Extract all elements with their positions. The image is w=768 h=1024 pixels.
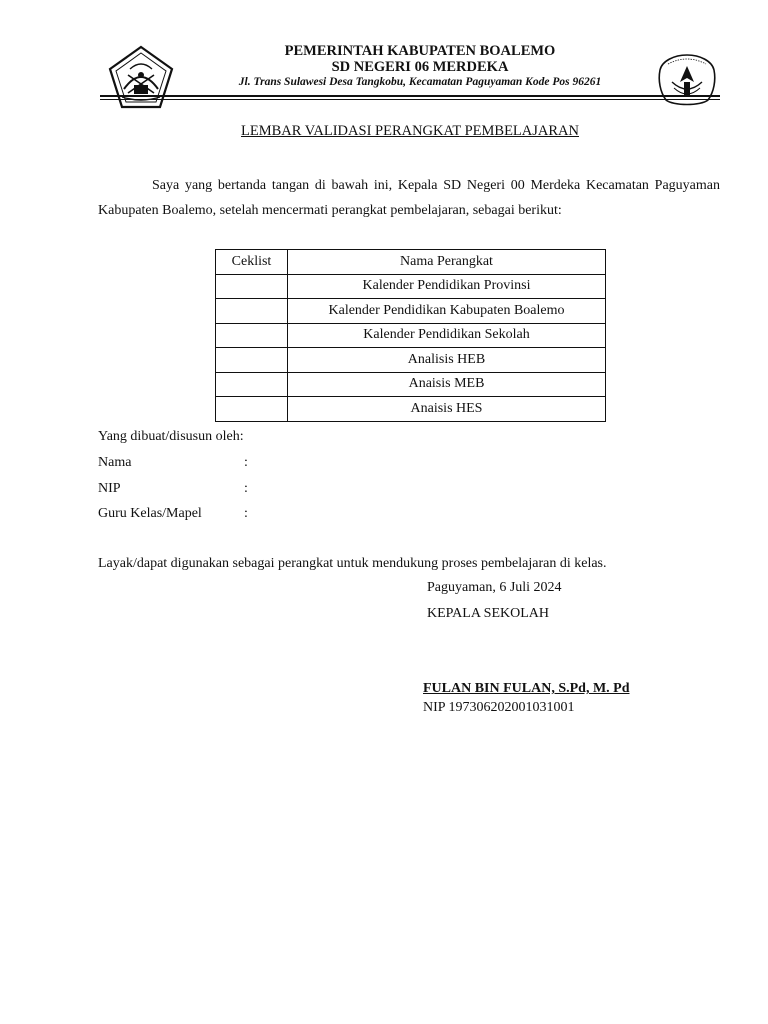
signature-position: KEPALA SEKOLAH: [427, 606, 549, 621]
device-name-cell: Analisis HEB: [288, 348, 606, 373]
header-device-name: Nama Perangkat: [288, 250, 606, 275]
checklist-cell[interactable]: [216, 372, 288, 397]
field-label-guru-kelas: Guru Kelas/Mapel: [98, 506, 202, 521]
signatory-nip: NIP 197306202001031001: [423, 700, 575, 715]
checklist-cell[interactable]: [216, 274, 288, 299]
device-name-cell: Anaisis MEB: [288, 372, 606, 397]
signature-place-date: Paguyaman, 6 Juli 2024: [427, 580, 562, 595]
checklist-cell[interactable]: [216, 348, 288, 373]
letterhead-divider-thin: [100, 99, 720, 100]
learning-device-table: [215, 249, 606, 422]
signatory-name: FULAN BIN FULAN, S.Pd, M. Pd: [423, 681, 630, 696]
device-name-cell: Kalender Pendidikan Kabupaten Boalemo: [288, 299, 606, 324]
table-row: [216, 397, 606, 422]
table-row: [216, 372, 606, 397]
table-row: [216, 348, 606, 373]
table-header-row: [216, 250, 606, 275]
table-row: [216, 274, 606, 299]
letterhead-school-name: SD NEGERI 06 MERDEKA: [331, 59, 509, 75]
field-colon-nip: :: [244, 481, 248, 496]
checklist-cell[interactable]: [216, 323, 288, 348]
letterhead-address: Jl. Trans Sulawesi Desa Tangkobu, Kecamatan Paguyaman Kode Pos 96261: [238, 76, 602, 88]
table-row: [216, 323, 606, 348]
field-colon-nama: :: [244, 455, 248, 470]
header-checklist: Ceklist: [216, 250, 288, 275]
field-colon-guru-kelas: :: [244, 506, 248, 521]
boalemo-regency-emblem-icon: [108, 45, 174, 111]
document-title: LEMBAR VALIDASI PERANGKAT PEMBELAJARAN: [241, 123, 579, 139]
device-name-cell: Kalender Pendidikan Sekolah: [288, 323, 606, 348]
conclusion-statement: Layak/dapat digunakan sebagai perangkat untuk mendukung proses pembelajaran di kelas.: [98, 556, 607, 571]
device-name-cell: Kalender Pendidikan Provinsi: [288, 274, 606, 299]
letterhead-divider-thick: [100, 95, 720, 97]
intro-paragraph: Saya yang bertanda tangan di bawah ini, Kepala SD Negeri 00 Merdeka Kecamatan Paguyaman Kabupaten Boalemo, setelah mencermati perangkat pembelajaran, sebagai berikut:: [98, 178, 720, 218]
field-label-nip: NIP: [98, 481, 121, 496]
author-heading: Yang dibuat/disusun oleh:: [98, 429, 244, 444]
checklist-cell[interactable]: [216, 397, 288, 422]
checklist-cell[interactable]: [216, 299, 288, 324]
letterhead-government-name: PEMERINTAH KABUPATEN BOALEMO: [284, 43, 556, 59]
device-name-cell: Anaisis HES: [288, 397, 606, 422]
field-label-nama: Nama: [98, 455, 132, 470]
table-row: [216, 299, 606, 324]
